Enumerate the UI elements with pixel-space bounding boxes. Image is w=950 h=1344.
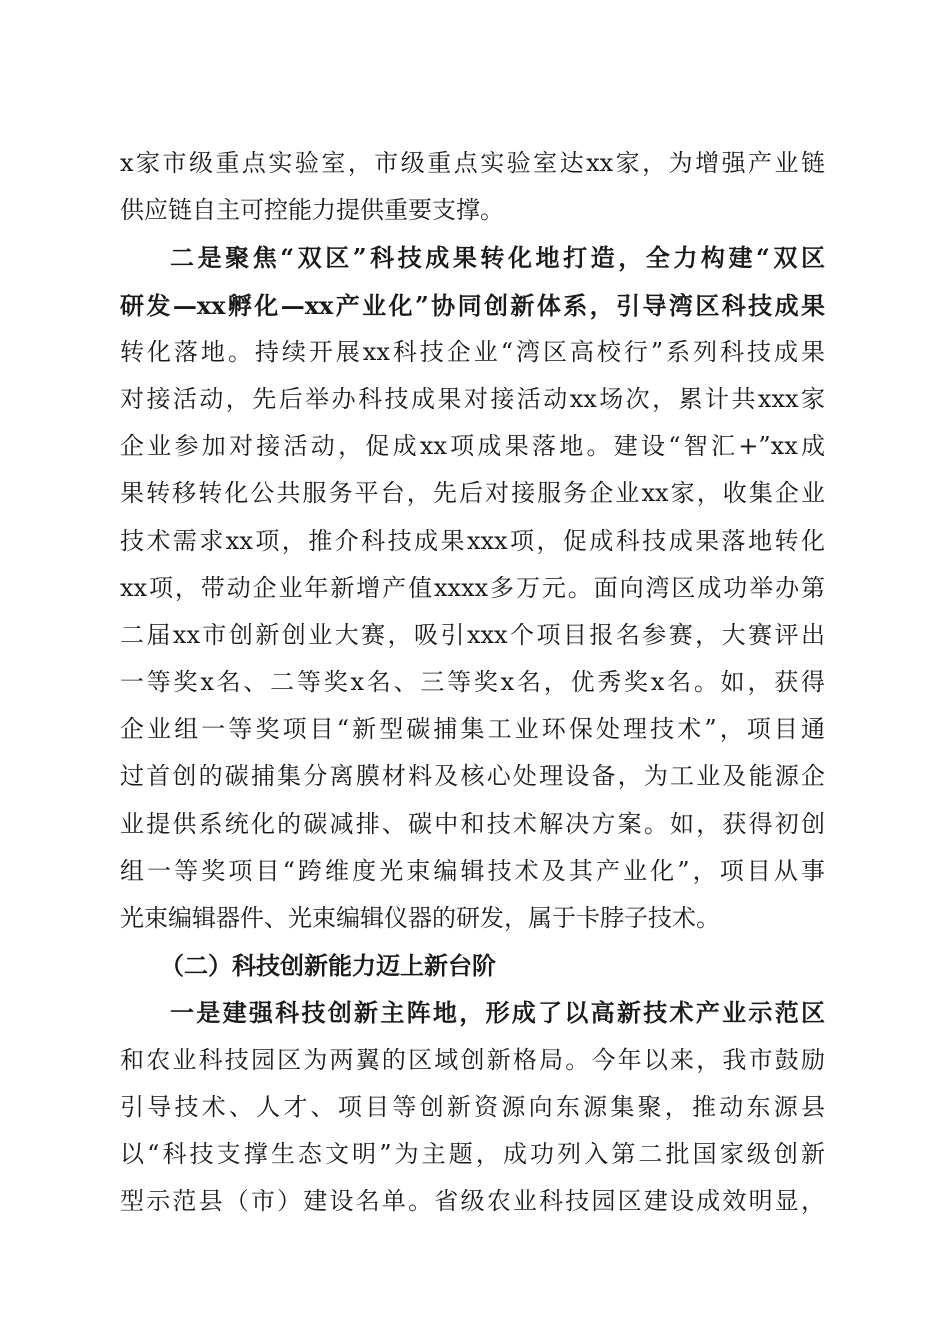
paragraph-line: 二届xx市创新创业大赛，吸引xxx个项目报名参赛，大赛评出	[120, 620, 825, 649]
paragraph-line: 企业参加对接活动，促成xx项成果落地。建设“智汇+”xx成	[120, 432, 825, 461]
paragraph-line: 过首创的碳捕集分离膜材料及核心处理设备，为工业及能源企	[120, 762, 825, 791]
document-body	[120, 140, 825, 1225]
paragraph-line: 对接活动，先后举办科技成果对接活动xx场次，累计共xxx家	[120, 384, 825, 413]
paragraph-line: 企业组一等奖项目“新型碳捕集工业环保处理技术”，项目通	[120, 715, 825, 744]
paragraph-line: 果转移转化公共服务平台，先后对接服务企业xx家，收集企业	[120, 479, 825, 508]
paragraph-line: 转化落地。持续开展xx科技企业“湾区高校行”系列科技成果	[120, 337, 825, 366]
paragraph-line: 型示范县（市）建设名单。省级农业科技园区建设成效明显，	[120, 1187, 825, 1216]
section-heading: （二）科技创新能力迈上新台阶	[160, 951, 496, 981]
paragraph-line: 业提供系统化的碳减排、碳中和技术解决方案。如，获得初创	[120, 809, 825, 838]
paragraph-line: 和农业科技园区为两翼的区域创新格局。今年以来，我市鼓励	[120, 1045, 825, 1074]
paragraph-line: 一是建强科技创新主阵地，形成了以高新技术产业示范区	[170, 998, 825, 1028]
paragraph-line: 供应链自主可控能力提供重要支撑。	[120, 196, 504, 225]
paragraph-line: 一等奖x名、二等奖x名、三等奖x名，优秀奖x名。如，获得	[120, 668, 825, 697]
paragraph-line: x家市级重点实验室，市级重点实验室达xx家，为增强产业链	[120, 149, 825, 177]
paragraph-line: 研发—xx孵化—xx产业化”协同创新体系，引导湾区科技成果	[120, 290, 825, 320]
paragraph-line: 组一等奖项目“跨维度光束编辑技术及其产业化”，项目从事	[120, 856, 825, 885]
paragraph-line: 二是聚焦“双区”科技成果转化地打造，全力构建“双区	[170, 243, 825, 273]
paragraph-line: 引导技术、人才、项目等创新资源向东源集聚，推动东源县	[120, 1092, 825, 1121]
paragraph-line: 技术需求xx项，推介科技成果xxx项，促成科技成果落地转化	[120, 526, 825, 555]
paragraph-line: xx项，带动企业年新增产值xxxx多万元。面向湾区成功举办第	[120, 573, 825, 602]
paragraph-line: 以“科技支撑生态文明”为主题，成功列入第二批国家级创新	[120, 1139, 825, 1168]
paragraph-line: 光束编辑器件、光束编辑仪器的研发，属于卡脖子技术。	[120, 904, 720, 932]
